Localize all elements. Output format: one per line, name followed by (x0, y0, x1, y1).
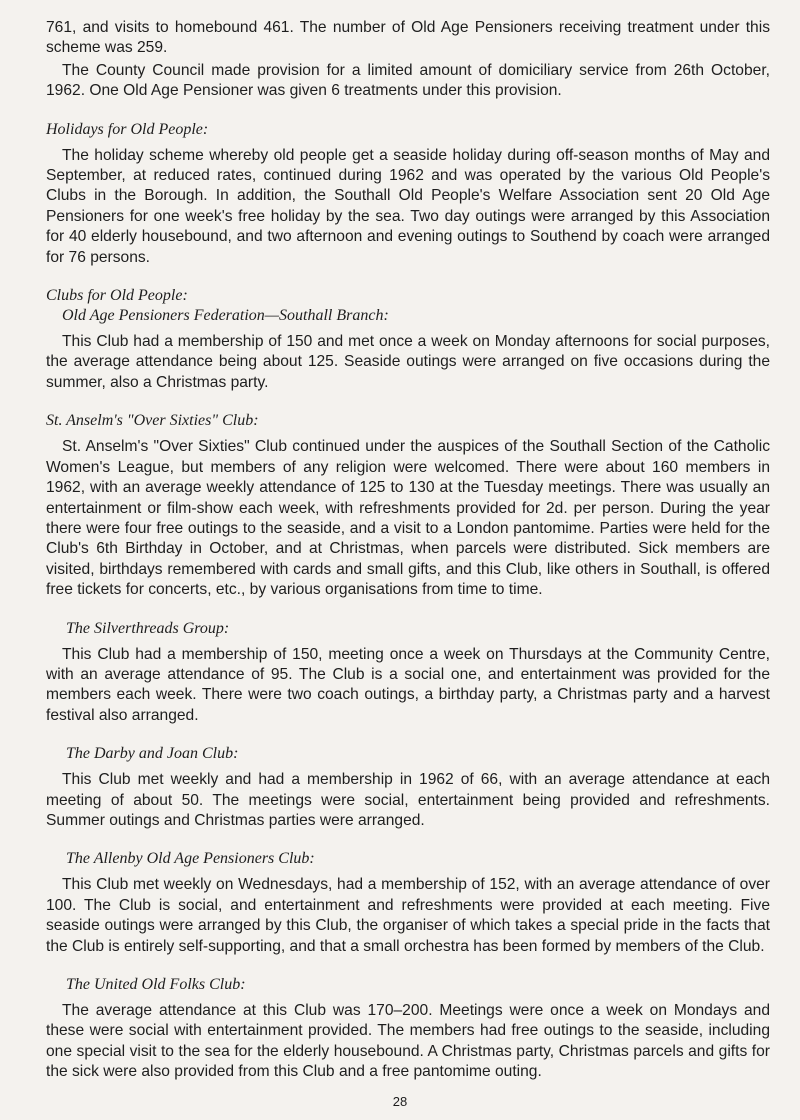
allenby-heading: The Allenby Old Age Pensioners Club: (66, 850, 315, 868)
intro-paragraph: 761, and visits to homebound 461. The number of Old Age Pensioners receiving treatment under this scheme was 259. (46, 19, 770, 57)
st-anselms-paragraph: St. Anselm's "Over Sixties" Club continued under the auspices of the Southall Section of the Catholic Women's League, but members of any religion were welcomed. There were about 160 members in 1962, with an average weekly attendance of 125 to 130 at the Tuesday meetings. There was usually an entertainment or film-show each week, with refreshments provided for 2d. per person. During the year there were four free outings to the seaside, and a visit to a London pantomime. Parties were held for the Club's 6th Birthday in October, and at Christmas, when parcels were distributed. Sick members are visited, birthdays remembered with cards and small gifts, and this Club, like others in Southall, is offered free tickets for concerts, etc., by various organisations from time to time. (46, 438, 770, 599)
united-old-folks-heading: The United Old Folks Club: (66, 976, 246, 993)
united-old-folks-paragraph: The average attendance at this Club was 170–200. Meetings were once a week on Mondays and these were social with entertainment provided. The members had free outings to the seaside, including one special visit to the sea for the elderly housebound. A Christmas party, Christmas parcels and gifts for the sick were also provided from this Club and a free pantomime outing. (46, 1002, 770, 1081)
holidays-paragraph: The holiday scheme whereby old people get a seaside holiday during off-season months of May and September, at reduced rates, continued during 1962 and was operated by the various Old People's Clubs in the Borough. In addition, the Southall Old People's Welfare Association sent 20 Old Age Pensioners for one week's free holiday by the sea. Two day outings were arranged by this Association for 40 elderly housebound, and two afternoon and evening outings to Southend by coach were arranged for 76 persons. (46, 146, 770, 266)
darby-joan-paragraph: This Club met weekly and had a membership in 1962 of 66, with an average attendance at each meeting of about 50. The meetings were social, entertainment being provided and refreshments. Summer outings and Christmas parties were arranged. (46, 771, 770, 829)
silverthreads-paragraph: This Club had a membership of 150, meeting once a week on Thursdays at the Community Centre, with an average attendance of 95. The Club is a social one, and entertainment was provided for the members each week. There were two coach outings, a birthday party, a Christmas party and a harvest festival also arranged. (46, 645, 770, 724)
federation-heading: Old Age Pensioners Federation—Southall Branch: (62, 307, 389, 325)
holidays-heading: Holidays for Old People: (46, 120, 209, 138)
silverthreads-heading: The Silverthreads Group: (66, 619, 230, 637)
st-anselms-heading: St. Anselm's "Over Sixties" Club: (46, 412, 259, 430)
federation-paragraph: This Club had a membership of 150 and met once a week on Monday afternoons for social purposes, the average attendance being about 125. Seaside outings were arranged on five occasions during the summer, also a Christmas party. (46, 333, 770, 391)
allenby-paragraph: This Club met weekly on Wednesdays, had a membership of 152, with an average attendance of over 100. The Club is social, and entertainment and refreshments were provided at each meeting. Five seaside outings were arranged by this Club, the organiser of which takes a special pride in the facts that the Club is entirely self-supporting, and that a small orchestra has been formed by members of the Club. (46, 876, 770, 955)
page-number: 28 (392, 1094, 408, 1109)
darby-joan-heading: The Darby and Joan Club: (66, 745, 239, 763)
domiciliary-paragraph: The County Council made provision for a limited amount of domiciliary service from 26th October, 1962. One Old Age Pensioner was given 6 treatments under this provision. (46, 61, 770, 100)
clubs-heading: Clubs for Old People: (46, 287, 188, 305)
